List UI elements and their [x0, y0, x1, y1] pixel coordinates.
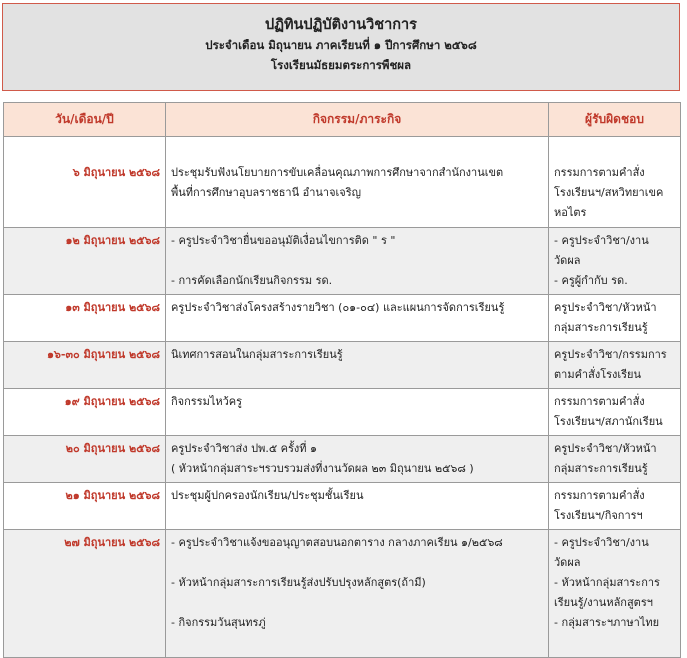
table-header-row [4, 103, 681, 137]
activity-line: ( หัวหน้ากลุ่มสาระฯรวบรวมส่งที่งานวัดผล ๒๓ มิถุนายน ๒๕๖๘ ) [171, 462, 474, 475]
date-cell: ๑๓ มิถุนายน ๒๕๖๘ [4, 295, 166, 342]
page-subtitle: ประจำเดือน มิถุนายน ภาคเรียนที่ ๑ ปีการศึกษา ๒๕๖๘ [205, 38, 477, 52]
responsible-line: วัดผล [554, 254, 581, 267]
responsible-cell [549, 137, 681, 228]
activity-cell [166, 483, 549, 530]
table-row [4, 483, 681, 530]
responsible-line: - กลุ่มสาระฯภาษาไทย [554, 616, 660, 629]
schedule-table [3, 102, 681, 658]
responsible-line: กลุ่มสาระการเรียนรู้ [554, 321, 648, 334]
school-name: โรงเรียนมัธยมตระการพืชผล [270, 58, 412, 72]
responsible-cell [549, 342, 681, 389]
column-header-activity: กิจกรรม/ภาระกิจ [166, 103, 549, 137]
responsible-line: - ครูผู้กำกับ รด. [554, 274, 628, 287]
column-header-date: วัน/เดือน/ปี [4, 103, 166, 137]
date-cell: ๒๗ มิถุนายน ๒๕๖๘ [4, 530, 166, 658]
responsible-line: วัดผล [554, 556, 581, 569]
activity-cell [166, 342, 549, 389]
activity-cell [166, 436, 549, 483]
responsible-line: - ครูประจำวิชา/งาน [554, 536, 649, 549]
date-cell: ๒๐ มิถุนายน ๒๕๖๘ [4, 436, 166, 483]
activity-cell [166, 137, 549, 228]
responsible-cell [549, 295, 681, 342]
date-cell: ๑๙ มิถุนายน ๒๕๖๘ [4, 389, 166, 436]
table-row [4, 436, 681, 483]
activity-line: พื้นที่การศึกษาอุบลราชธานี อำนาจเจริญ [171, 186, 362, 199]
responsible-line: ตามคำสั่งโรงเรียน [554, 368, 642, 381]
responsible-cell [549, 389, 681, 436]
activity-line: - ครูประจำวิชาแจ้งขออนุญาตสอบนอกตาราง กลางภาคเรียน ๑/๒๕๖๘ [171, 536, 503, 549]
header-box [2, 3, 680, 91]
activity-line: ครูประจำวิชาส่ง ปพ.๕ ครั้งที่ ๑ [171, 442, 318, 455]
table-row [4, 295, 681, 342]
table-row [4, 389, 681, 436]
activity-line: ประชุมผู้ปกครองนักเรียน/ประชุมชั้นเรียน [171, 489, 364, 502]
activity-line: - ครูประจำวิชายื่นขออนุมัติเงื่อนไขการติด " ร " [171, 234, 396, 247]
activity-line: ครูประจำวิชาส่งโครงสร้างรายวิชา (๐๑-๐๔) และแผนการจัดการเรียนรู้ [171, 301, 505, 314]
responsible-line: ครูประจำวิชา/กรรมการ [554, 348, 667, 361]
responsible-line: กรรมการตามคำสั่ง [554, 489, 645, 502]
activity-line: - กิจกรรมวันสุนทรภู่ [171, 616, 266, 629]
date-cell: ๒๑ มิถุนายน ๒๕๖๘ [4, 483, 166, 530]
table-row [4, 530, 681, 658]
table-row [4, 137, 681, 228]
page-title: ปฏิทินปฏิบัติงานวิชาการ [265, 17, 417, 33]
table-row [4, 228, 681, 295]
responsible-cell [549, 228, 681, 295]
activity-line: - การคัดเลือกนักเรียนกิจกรรม รด. [171, 274, 333, 287]
responsible-line: - หัวหน้ากลุ่มสาระการ [554, 576, 660, 589]
date-cell: ๑๖-๓๐ มิถุนายน ๒๕๖๘ [4, 342, 166, 389]
responsible-line: กลุ่มสาระการเรียนรู้ [554, 462, 648, 475]
table-row [4, 342, 681, 389]
responsible-line: ครูประจำวิชา/หัวหน้า [554, 442, 657, 455]
responsible-line: โรงเรียนฯ/สภานักเรียน [554, 415, 663, 428]
responsible-cell [549, 436, 681, 483]
date-cell: ๑๒ มิถุนายน ๒๕๖๘ [4, 228, 166, 295]
responsible-line: ครูประจำวิชา/หัวหน้า [554, 301, 657, 314]
responsible-cell [549, 530, 681, 658]
activity-line: กิจกรรมไหว้ครู [171, 395, 243, 408]
responsible-line: โรงเรียนฯ/สหวิทยาเขค [554, 186, 664, 199]
activity-cell [166, 295, 549, 342]
responsible-cell [549, 483, 681, 530]
activity-cell [166, 389, 549, 436]
column-header-responsible: ผู้รับผิดชอบ [549, 103, 681, 137]
activity-cell [166, 228, 549, 295]
responsible-line: โรงเรียนฯ/กิจการฯ [554, 509, 643, 522]
activity-line: - หัวหน้ากลุ่มสาระการเรียนรู้ส่งปรับปรุงหลักสูตร(ถ้ามี) [171, 576, 426, 589]
responsible-line: - ครูประจำวิชา/งาน [554, 234, 649, 247]
responsible-line: เรียนรู้/งานหลักสูตรฯ [554, 596, 653, 609]
responsible-line: กรรมการตามคำสั่ง [554, 166, 645, 179]
responsible-line: กรรมการตามคำสั่ง [554, 395, 645, 408]
date-cell: ๖ มิถุนายน ๒๕๖๘ [4, 137, 166, 228]
activity-line: ประชุมรับฟังนโยบายการขับเคลื่อนคุณภาพการศึกษาจากสำนักงานเขต [171, 166, 504, 179]
activity-line: นิเทศการสอนในกลุ่มสาระการเรียนรู้ [171, 348, 343, 361]
responsible-line: หอไตร [554, 206, 587, 219]
activity-cell [166, 530, 549, 658]
